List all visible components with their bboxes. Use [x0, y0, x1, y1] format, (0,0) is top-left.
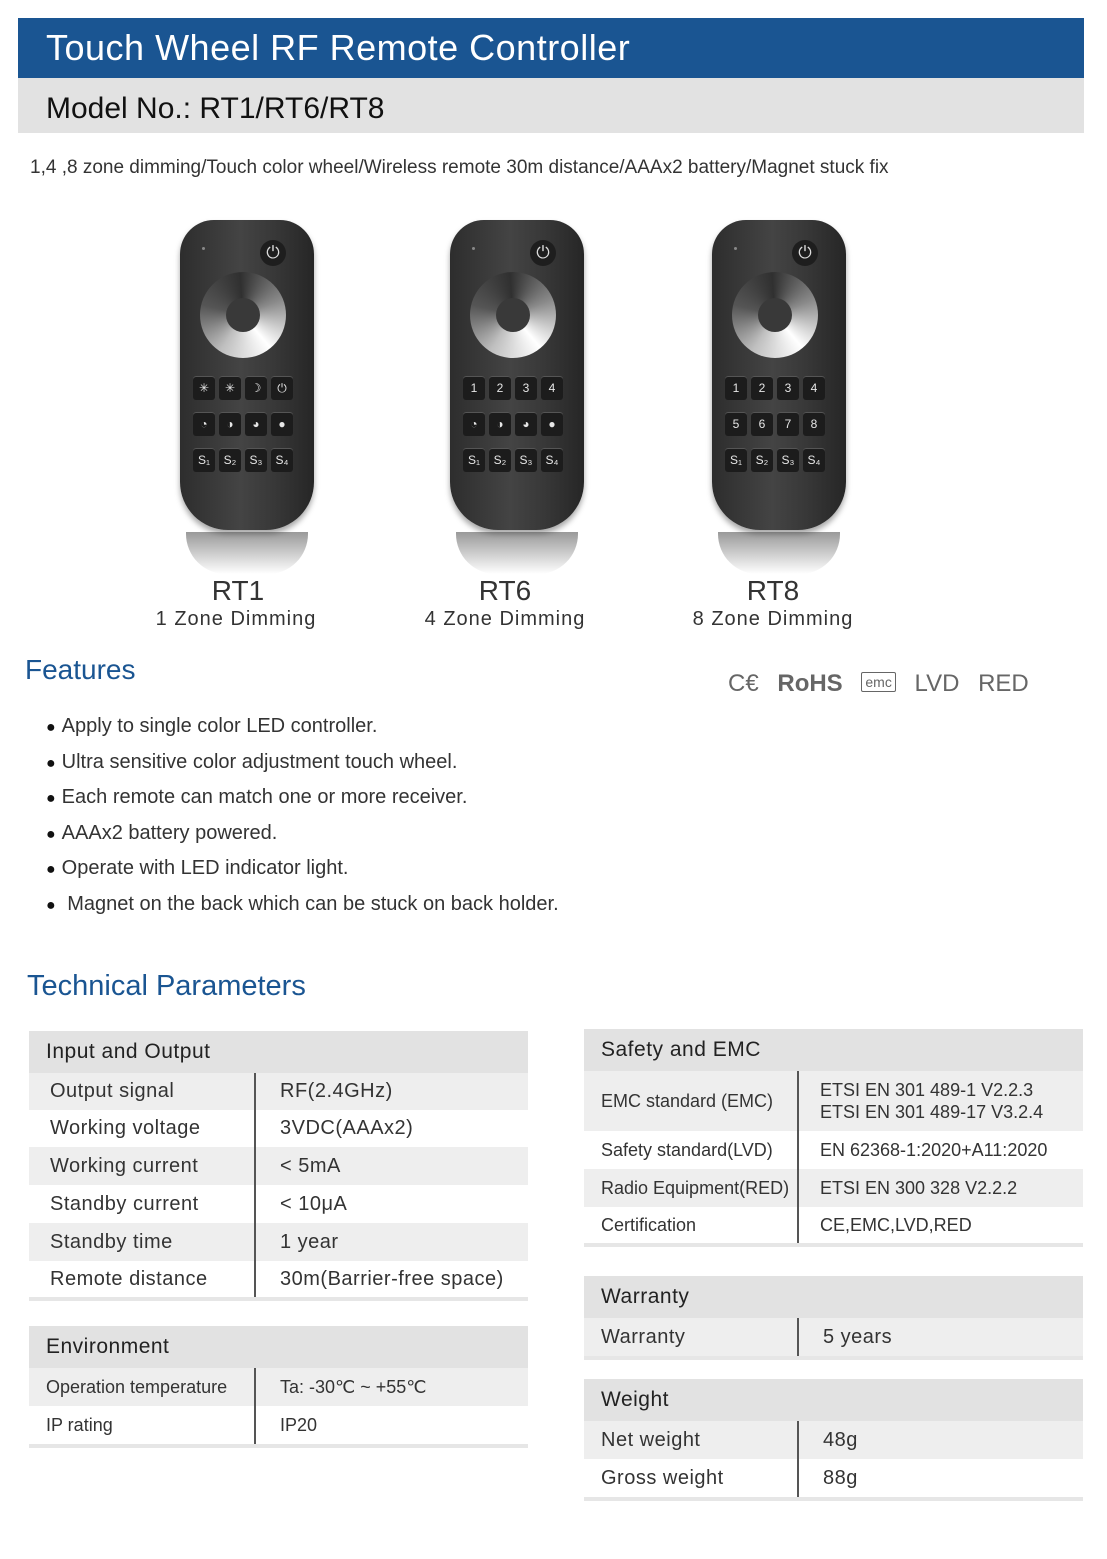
table-row: Working voltage 3VDC(AAAx2): [29, 1110, 528, 1147]
remote-key: 2: [751, 376, 773, 400]
table-row: Standby current < 10μA: [29, 1185, 528, 1223]
remote-key: S₁: [463, 448, 485, 472]
keypad: [463, 376, 567, 472]
table-header: Weight: [584, 1379, 1083, 1421]
certification-logos: [728, 670, 1041, 698]
remote-key: S₄: [803, 448, 825, 472]
remote-key: S₁: [193, 448, 215, 472]
intro-summary: 1,4 ,8 zone dimming/Touch color wheel/Wireless remote 30m distance/AAAx2 battery/Magnet stuck fix: [30, 157, 889, 178]
features-list: [46, 712, 559, 925]
remote-key: S₄: [541, 448, 563, 472]
remote-key: ⏻: [271, 376, 293, 400]
table-row: Radio Equipment(RED) ETSI EN 300 328 V2.2.2: [584, 1169, 1083, 1207]
feature-item: ● Ultra sensitive color adjustment touch wheel.: [46, 748, 559, 784]
input-output-table: [29, 1031, 528, 1301]
table-row: Safety standard(LVD) EN 62368-1:2020+A11:2020: [584, 1131, 1083, 1169]
remote-key: 2: [489, 376, 511, 400]
lvd-label: LVD: [914, 670, 960, 697]
remote-key: 7: [777, 412, 799, 436]
emc-logo: emc: [861, 672, 895, 692]
features-heading: Features: [25, 654, 136, 685]
feature-item: ● AAAx2 battery powered.: [46, 819, 559, 855]
table-row: Working current < 5mA: [29, 1147, 528, 1185]
remote-key: S₂: [219, 448, 241, 472]
table-header: Input and Output: [29, 1031, 528, 1073]
remote-key: S₃: [245, 448, 267, 472]
power-icon: ⏻: [792, 240, 818, 266]
feature-item: ● Magnet on the back which can be stuck on back holder.: [46, 890, 559, 926]
remote-key: 6: [751, 412, 773, 436]
remote-key: S₄: [271, 448, 293, 472]
environment-table: [29, 1326, 528, 1448]
remote-key: ◔: [463, 412, 485, 436]
red-label: RED: [978, 670, 1029, 697]
remote-key: ◕: [245, 412, 267, 436]
safety-emc-table: [584, 1029, 1083, 1247]
remote-key: S₂: [489, 448, 511, 472]
remote-key: S₃: [515, 448, 537, 472]
remote-image-rt8: [712, 220, 852, 570]
table-row: Standby time 1 year: [29, 1223, 528, 1261]
remote-key: S₂: [751, 448, 773, 472]
power-icon: ⏻: [260, 240, 286, 266]
remote-key: 8: [803, 412, 825, 436]
remote-key: S₁: [725, 448, 747, 472]
remote-key: 1: [725, 376, 747, 400]
remote-key: ✳: [219, 376, 241, 400]
table-row: IP rating IP20: [29, 1406, 528, 1444]
touch-wheel-icon: [732, 272, 818, 358]
table-row: Warranty 5 years: [584, 1318, 1083, 1356]
remote-key: 3: [777, 376, 799, 400]
model-number: Model No.: RT1/RT6/RT8: [18, 78, 1084, 133]
table-row: Certification CE,EMC,LVD,RED: [584, 1207, 1083, 1243]
remote-key: ◕: [515, 412, 537, 436]
remote-key: 4: [541, 376, 563, 400]
technical-parameters-heading: Technical Parameters: [27, 970, 306, 1002]
product-desc-rt6: 4 Zone Dimming: [424, 608, 586, 630]
feature-item: ● Operate with LED indicator light.: [46, 854, 559, 890]
table-row: Net weight 48g: [584, 1421, 1083, 1459]
touch-wheel-icon: [470, 272, 556, 358]
power-icon: ⏻: [530, 240, 556, 266]
table-row: Operation temperature Ta: -30℃ ~ +55℃: [29, 1368, 528, 1406]
remote-image-rt1: [180, 220, 320, 570]
product-name-rt6: RT6: [478, 575, 532, 606]
remote-key: ◑: [219, 412, 241, 436]
remote-key: S₃: [777, 448, 799, 472]
page-title: Touch Wheel RF Remote Controller: [18, 18, 1084, 78]
feature-item: ● Each remote can match one or more receiver.: [46, 783, 559, 819]
remote-key: 1: [463, 376, 485, 400]
keypad: [725, 376, 829, 472]
table-header: Safety and EMC: [584, 1029, 1083, 1071]
table-row: Output signal RF(2.4GHz): [29, 1073, 528, 1110]
table-row: EMC standard (EMC) ETSI EN 301 489-1 V2.2.3 ETSI EN 301 489-17 V3.2.4: [584, 1071, 1083, 1131]
product-name-rt1: RT1: [211, 575, 265, 606]
feature-item: ● Apply to single color LED controller.: [46, 712, 559, 748]
table-row: Gross weight 88g: [584, 1459, 1083, 1497]
remote-key: ◔: [193, 412, 215, 436]
product-desc-rt1: 1 Zone Dimming: [155, 608, 317, 630]
remote-key: ●: [541, 412, 563, 436]
ce-mark-icon: C€: [728, 670, 759, 697]
remote-image-rt6: [450, 220, 590, 570]
table-header: Environment: [29, 1326, 528, 1368]
remote-key: 3: [515, 376, 537, 400]
remote-key: ☽: [245, 376, 267, 400]
remote-key: ✳: [193, 376, 215, 400]
warranty-table: [584, 1276, 1083, 1360]
keypad: [193, 376, 297, 472]
remote-key: ●: [271, 412, 293, 436]
touch-wheel-icon: [200, 272, 286, 358]
remote-key: 4: [803, 376, 825, 400]
rohs-logo: RoHS: [777, 670, 843, 697]
table-row: Remote distance 30m(Barrier-free space): [29, 1261, 528, 1297]
remote-key: ◑: [489, 412, 511, 436]
remote-key: 5: [725, 412, 747, 436]
weight-table: [584, 1379, 1083, 1501]
product-desc-rt8: 8 Zone Dimming: [692, 608, 854, 630]
table-header: Warranty: [584, 1276, 1083, 1318]
product-name-rt8: RT8: [746, 575, 800, 606]
